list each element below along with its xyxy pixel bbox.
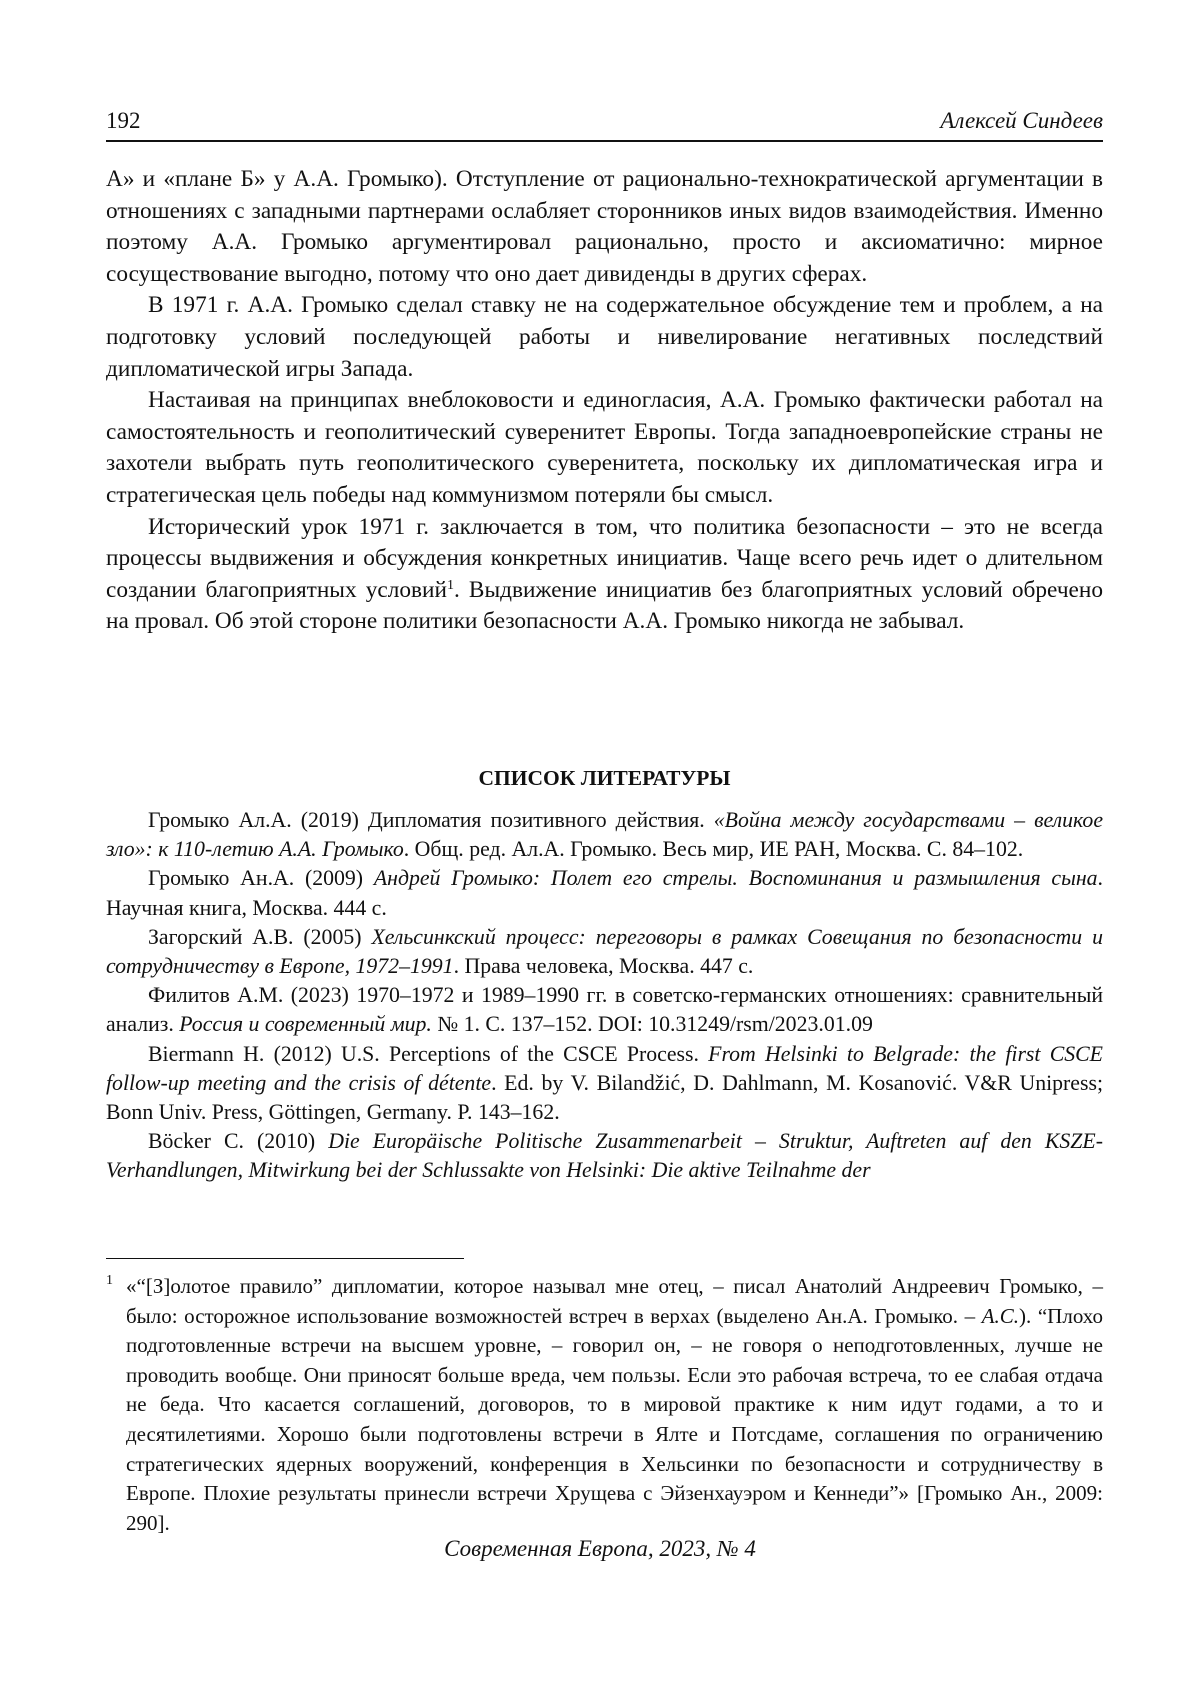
reference-title: From Helsinki to Belgrade: the first CSCE follow-up meeting and the crisis of détente — [106, 1041, 1103, 1095]
reference-title: Андрей Громыко: Полет его стрелы. Воспоминания и размышления сына — [373, 866, 1098, 891]
paragraph-1: А» и «плане Б» у А.А. Громыко). Отступление от рационально-технократической аргументации в отношениях с западными партнерами ослабляет сторонников иных видов взаимодействия. Именно поэтому А.А. Громыко аргументировал рационально, просто и аксиоматично: мирное сосуществование выгодно, потому что оно дает дивиденды в других сферах. — [106, 166, 1103, 287]
reference-text: . Ed. by V. Bilandžić, D. Dahlmann, M. Kosanović. V&R Unipress; Bonn Univ. Press, Göttingen, Germany. P. 143–162. — [106, 1070, 1104, 1125]
paragraph-4 — [106, 512, 1103, 638]
footnote-initials: А.С. — [981, 1303, 1020, 1328]
running-header — [106, 104, 1103, 142]
reference-text: Филитов А.М. (2023) 1970–1972 и 1989–1990 гг. в советско-германских отношениях: сравнительный анализ. — [106, 983, 1103, 1037]
paragraph-4-text-b: . Выдвижение инициатив без благоприятных условий обречено на провал. Об этой стороне политики безопасности А.А. Громыко никогда не забывал. — [106, 576, 1103, 635]
footnote-separator — [106, 1258, 464, 1259]
page-number: 192 — [106, 108, 141, 133]
references-list — [106, 806, 1103, 1186]
footnote-mark: 1 — [106, 1273, 113, 1288]
reference-item — [106, 923, 1103, 981]
body-text — [106, 164, 1103, 638]
reference-item — [106, 1040, 1103, 1128]
footnote-text — [126, 1272, 1103, 1538]
footnote-text-b: ). “Плохо подготовленные встречи на высшем уровне, – говорил он, – не говоря о неподготовленных, лучше не проводить вообще. Они приносят больше вреда, чем пользы. Если это рабочая встреча, то ее слабая отдача не беда. Что касается соглашений, договоров, то в мировой практике к ним идут годами, а то и десятилетиями. Хорошо были подготовлены встречи в Ялте и Потсдаме, соглашения по ограничению стратегических ядерных вооружений, конференция в Хельсинки по безопасности и сотрудничеству в Европе. Плохие результаты принесли встречи Хрущева с Эйзенхауэром и Кеннеди”» [Громыко Ан., 2009: 290]. — [126, 1303, 1103, 1535]
reference-text: Громыко Ан.А. (2009) — [148, 866, 374, 891]
reference-title: Die Europäische Politische Zusammenarbeit – Struktur, Auftreten auf den KSZE-Verhandlungen, Mitwirkung bei der Schlussakte von Helsinki: Die aktive Teilnahme der — [106, 1129, 1104, 1183]
reference-title: «Война между государствами – великое зло»: к 110-летию А.А. Громыко — [106, 808, 1103, 862]
reference-text: . Научная книга, Москва. 444 с. — [106, 866, 1103, 920]
references-heading: СПИСОК ЛИТЕРАТУРЫ — [478, 766, 731, 790]
reference-text: Загорский А.В. (2005) — [148, 924, 372, 949]
reference-item — [106, 864, 1103, 922]
journal-footer: Современная Европа, 2023, № 4 — [444, 1536, 756, 1561]
reference-item — [106, 981, 1103, 1039]
footnote-text-a: «“[З]олотое правило” дипломатии, которое называл мне отец, – писал Анатолий Андреевич Громыко, – было: осторожное использование возможностей встреч в верхах (выделено Ан.А. Громыко. – — [126, 1274, 1103, 1328]
footnote-ref-1[interactable]: 1 — [446, 577, 454, 593]
paragraph-3: Настаивая на принципах внеблоковости и единогласия, А.А. Громыко фактически работал на самостоятельность и геополитический суверенитет Европы. Тогда западноевропейские страны не захотели выбрать путь геополитического суверенитета, поскольку их дипломатическая игра и стратегическая цель победы над коммунизмом потеряли бы смысл. — [106, 387, 1103, 508]
reference-item — [106, 1127, 1103, 1185]
reference-text: . Общ. ред. Ал.А. Громыко. Весь мир, ИЕ РАН, Москва. С. 84–102. — [403, 837, 1024, 862]
reference-item — [106, 806, 1103, 864]
reference-title: Хельсинкский процесс: переговоры в рамках Совещания по безопасности и сотрудничеству в Европе, 1972–1991 — [106, 924, 1103, 979]
reference-text: . Права человека, Москва. 447 с. — [453, 954, 754, 979]
reference-text: Biermann H. (2012) U.S. Perceptions of the CSCE Process. — [148, 1041, 709, 1066]
paragraph-2: В 1971 г. А.А. Громыко сделал ставку не на содержательное обсуждение тем и проблем, а на подготовку условий последующей работы и нивелирование негативных последствий дипломатической игры Запада. — [106, 292, 1103, 382]
reference-text: Böcker C. (2010) — [148, 1129, 329, 1154]
running-author: Алексей Синдеев — [940, 108, 1103, 133]
reference-text: № 1. С. 137–152. DOI: 10.31249/rsm/2023.01.09 — [431, 1012, 873, 1037]
reference-text: Громыко Ал.А. (2019) Дипломатия позитивного действия. — [148, 808, 714, 832]
reference-title: Россия и современный мир. — [179, 1012, 432, 1037]
paragraph-4-text-a: Исторический урок 1971 г. заключается в том, что политика безопасности – это не всегда процессы выдвижения и обсуждения конкретных инициатив. Чаще всего речь идет о длительном создании благоприятных условий — [106, 513, 1103, 603]
footnote-1 — [106, 1272, 1103, 1538]
